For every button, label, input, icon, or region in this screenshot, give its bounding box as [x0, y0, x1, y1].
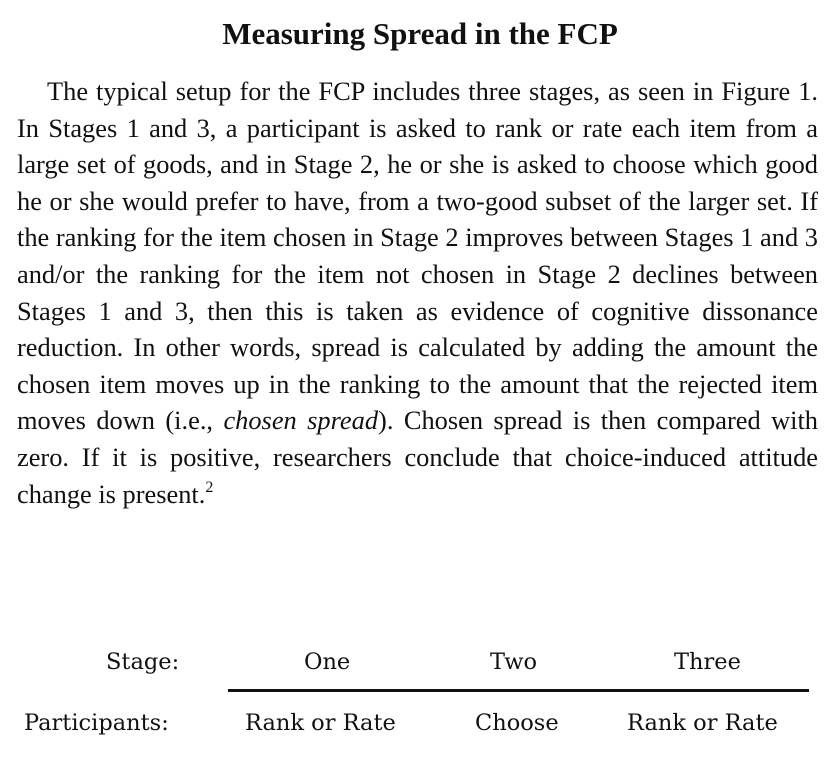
paragraph-text-before-italic: The typical setup for the FCP includes three stages, as seen in Figure 1. In Stages 1 and 3, a participant is asked to rank or rate each item from a large set of goods, and in Stage 2, he or she is asked to choose which good he or she would prefer to have, from a two-good subset of the larger set. If the ranking for the item chosen in Stage 2 improves between Stages 1 and 3 and/or the ranking for the item not chosen in Stage 2 declines between Stages 1 and 3, then this is taken as evidence of cognitive dissonance reduction. In other words, spread is calculated by adding the amount the chosen item moves up in the ranking to the amount that the rejected item moves down (i.e., [17, 76, 818, 436]
body-paragraph [17, 73, 818, 512]
stage-row-label: Stage: [106, 649, 180, 675]
task-stage-three: Rank or Rate [627, 710, 778, 736]
task-stage-two: Choose [475, 710, 559, 736]
stage-header-one: One [304, 649, 351, 675]
stage-header-three: Three [674, 649, 741, 675]
paragraph-text-after-italic: ). Chosen spread is then compared with zero. If it is positive, researchers conclude that choice-induced attitude change is present. [17, 405, 818, 509]
task-stage-one: Rank or Rate [245, 710, 396, 736]
footnote-marker: 2 [205, 478, 214, 496]
stage-header-two: Two [490, 649, 538, 675]
italic-term-chosen-spread: chosen spread [223, 405, 379, 436]
participants-row-label: Participants: [24, 710, 169, 736]
section-title: Measuring Spread in the FCP [222, 16, 618, 51]
header-rule [228, 689, 809, 692]
